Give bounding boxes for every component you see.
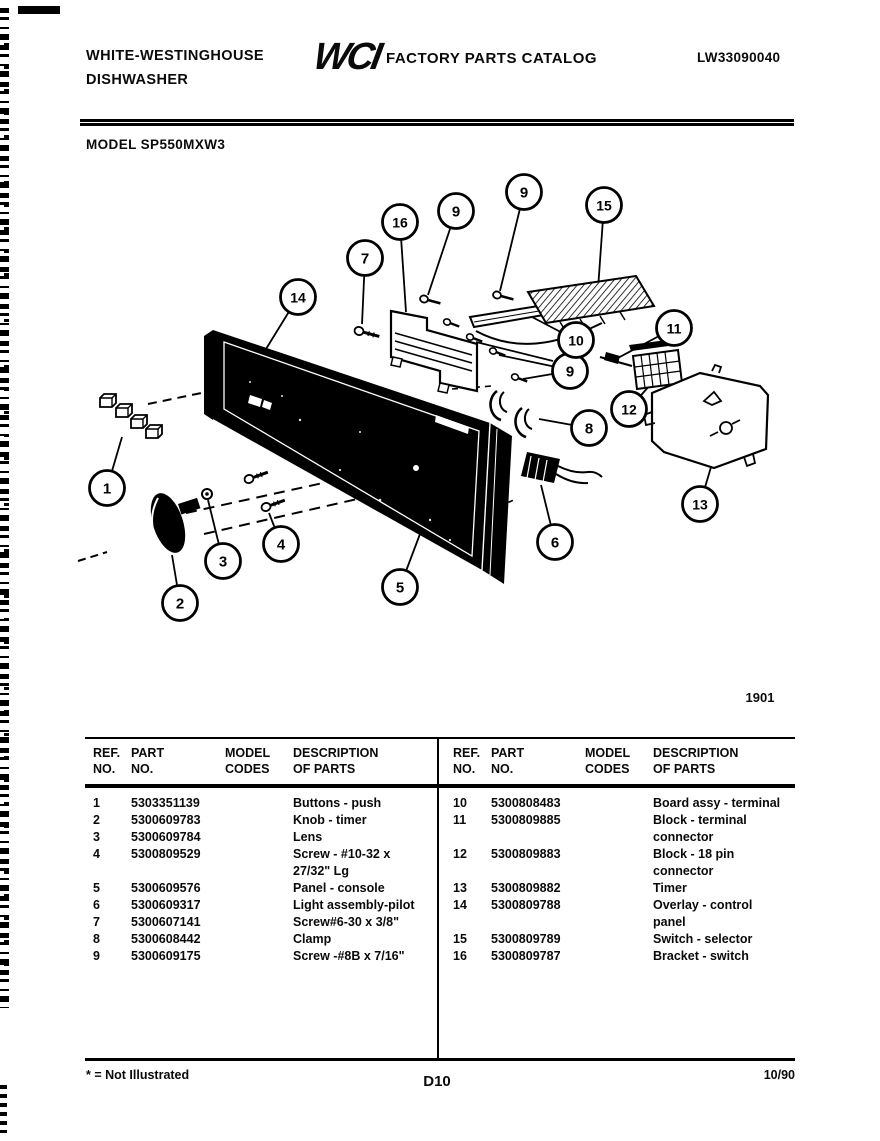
callout9-fan-lines [476, 342, 556, 367]
model-label: MODEL SP550MXW3 [86, 137, 226, 152]
column-header: DESCRIPTION OF PARTS [293, 746, 379, 776]
callout-6 [538, 525, 573, 560]
part-selector-switch [528, 276, 654, 330]
callout-12 [612, 392, 647, 427]
table-cell: 9 [93, 949, 100, 963]
column-header: DESCRIPTION OF PARTS [653, 746, 739, 776]
part-push-buttons [100, 394, 162, 438]
callout-14 [281, 280, 316, 315]
table-row [85, 931, 435, 948]
callout-9 [439, 194, 474, 229]
column-header: MODEL CODES [585, 746, 631, 776]
table-cell: Knob - timer [293, 813, 367, 827]
figure-number: 1901 [745, 690, 775, 705]
table-rows-left [85, 795, 435, 965]
table-cell: 5300809789 [491, 932, 561, 946]
table-row [445, 897, 795, 931]
table-left-half [85, 737, 435, 1061]
callout-11 [657, 311, 692, 346]
table-header-left [85, 745, 435, 781]
catalog-title: FACTORY PARTS CATALOG [386, 50, 598, 67]
table-cell: Screw#6-30 x 3/8" [293, 915, 399, 929]
table-cell: 5300609784 [131, 830, 201, 844]
table-row [85, 880, 435, 897]
column-header: REF. NO. [453, 746, 481, 776]
callout-1 [90, 471, 125, 506]
table-cell: Block - 18 pin connector [653, 847, 735, 878]
callout-9 [553, 354, 588, 389]
wci-logo: WCI [310, 36, 383, 78]
table-row [445, 846, 795, 880]
exploded-parts-diagram [0, 160, 880, 680]
table-cell: Block - terminal connector [653, 813, 747, 844]
svg-text:9: 9 [519, 184, 529, 202]
brand-name [86, 44, 264, 92]
svg-text:14: 14 [290, 289, 306, 306]
table-cell: 10 [453, 796, 467, 810]
table-cell: Clamp [293, 932, 332, 946]
svg-text:8: 8 [584, 420, 594, 438]
table-row [85, 914, 435, 931]
table-cell: Screw - #10-32 x 27/32" Lg [293, 847, 391, 878]
callout-9 [507, 175, 542, 210]
callout-5 [383, 570, 418, 605]
table-cell: 5300609175 [131, 949, 201, 963]
table-cell: 5300808483 [491, 796, 561, 810]
table-right-half [445, 737, 795, 1061]
scan-artifact-bottom-left [0, 1085, 7, 1133]
svg-text:16: 16 [392, 214, 408, 231]
svg-text:12: 12 [621, 401, 637, 418]
table-cell: 12 [453, 847, 467, 861]
table-cell: 5300608442 [131, 932, 201, 946]
table-cell: 5300809529 [131, 847, 201, 861]
table-cell: 8 [93, 932, 100, 946]
table-cell: 5300609317 [131, 898, 201, 912]
svg-text:10: 10 [568, 332, 584, 349]
table-header-right [445, 745, 795, 781]
table-cell: 5300809882 [491, 881, 561, 895]
table-row [445, 880, 795, 897]
table-cell: 13 [453, 881, 467, 895]
callout-8 [572, 411, 607, 446]
table-cell: 5300809883 [491, 847, 561, 861]
table-cell: 2 [93, 813, 100, 827]
table-cell: Buttons - push [293, 796, 382, 810]
table-cell: 14 [453, 898, 467, 912]
table-cell: 11 [453, 813, 467, 827]
svg-text:7: 7 [360, 250, 370, 268]
table-cell: 4 [93, 847, 100, 861]
table-row [445, 948, 795, 965]
table-cell: 5303351139 [131, 796, 200, 810]
svg-text:13: 13 [692, 496, 708, 513]
table-cell: Screw -#8B x 7/16" [293, 949, 405, 963]
table-row [445, 812, 795, 846]
page-code: D10 [423, 1073, 451, 1090]
table-cell: 3 [93, 830, 100, 844]
table-cell: 5300609783 [131, 813, 201, 827]
table-cell: 1 [93, 796, 100, 810]
svg-text:6: 6 [550, 534, 560, 552]
document-number: LW33090040 [697, 50, 781, 65]
header-rule [80, 119, 794, 126]
table-cell: 6 [93, 898, 100, 912]
part-front-screws [243, 468, 286, 512]
table-cell: 5300609576 [131, 881, 201, 895]
callout-3 [206, 544, 241, 579]
svg-text:11: 11 [666, 320, 682, 337]
table-cell: Lens [293, 830, 323, 844]
table-cell: 5300607141 [131, 915, 201, 929]
table-cell: 5300809788 [491, 898, 561, 912]
table-cell: Overlay - control panel [653, 898, 753, 929]
table-row [85, 846, 435, 880]
table-cell: 15 [453, 932, 467, 946]
column-header: PART NO. [491, 746, 525, 776]
table-center-divider [437, 737, 439, 1061]
part-switch-bracket [391, 311, 477, 393]
parts-table [85, 737, 795, 1061]
part-timer-knob [144, 489, 200, 557]
table-cell: Bracket - switch [653, 949, 749, 963]
column-header: MODEL CODES [225, 746, 271, 776]
table-cell: 7 [93, 915, 100, 929]
part-pilot-light [521, 452, 602, 483]
svg-text:15: 15 [596, 197, 612, 214]
callout-7 [348, 241, 383, 276]
svg-text:1: 1 [102, 480, 112, 498]
table-row [85, 948, 435, 965]
svg-text:9: 9 [451, 203, 461, 221]
callout-15 [587, 188, 622, 223]
table-cell: 16 [453, 949, 467, 963]
table-row [445, 931, 795, 948]
svg-text:9: 9 [565, 363, 575, 381]
callout-16 [383, 205, 418, 240]
table-cell: 5 [93, 881, 100, 895]
table-rows-right [445, 795, 795, 965]
table-row [85, 812, 435, 829]
table-cell: 5300809885 [491, 813, 561, 827]
table-row [445, 795, 795, 812]
svg-text:2: 2 [175, 595, 185, 613]
brand-line1: WHITE-WESTINGHOUSE [86, 48, 264, 64]
table-cell: Light assembly-pilot [293, 898, 415, 912]
table-row [85, 897, 435, 914]
table-cell: Timer [653, 881, 687, 895]
table-row [85, 829, 435, 846]
column-header: REF. NO. [93, 746, 121, 776]
table-cell: Board assy - terminal [653, 796, 781, 810]
svg-text:3: 3 [218, 553, 228, 571]
svg-text:5: 5 [395, 579, 405, 597]
scan-artifact-top-left [18, 6, 60, 14]
callout-10 [559, 323, 594, 358]
callout-4 [264, 527, 299, 562]
callout-13 [683, 487, 718, 522]
footnote-not-illustrated: * = Not Illustrated [86, 1068, 190, 1082]
column-header: PART NO. [131, 746, 165, 776]
table-row [85, 795, 435, 812]
brand-line2: DISHWASHER [86, 72, 189, 88]
revision-date: 10/90 [763, 1068, 795, 1082]
part-lock-nut [202, 489, 212, 499]
table-cell: 5300809787 [491, 949, 561, 963]
callout-2 [163, 586, 198, 621]
table-cell: Panel - console [293, 881, 385, 895]
table-cell: Switch - selector [653, 932, 753, 946]
svg-text:4: 4 [276, 536, 286, 554]
part-wire-terminal [600, 352, 632, 366]
